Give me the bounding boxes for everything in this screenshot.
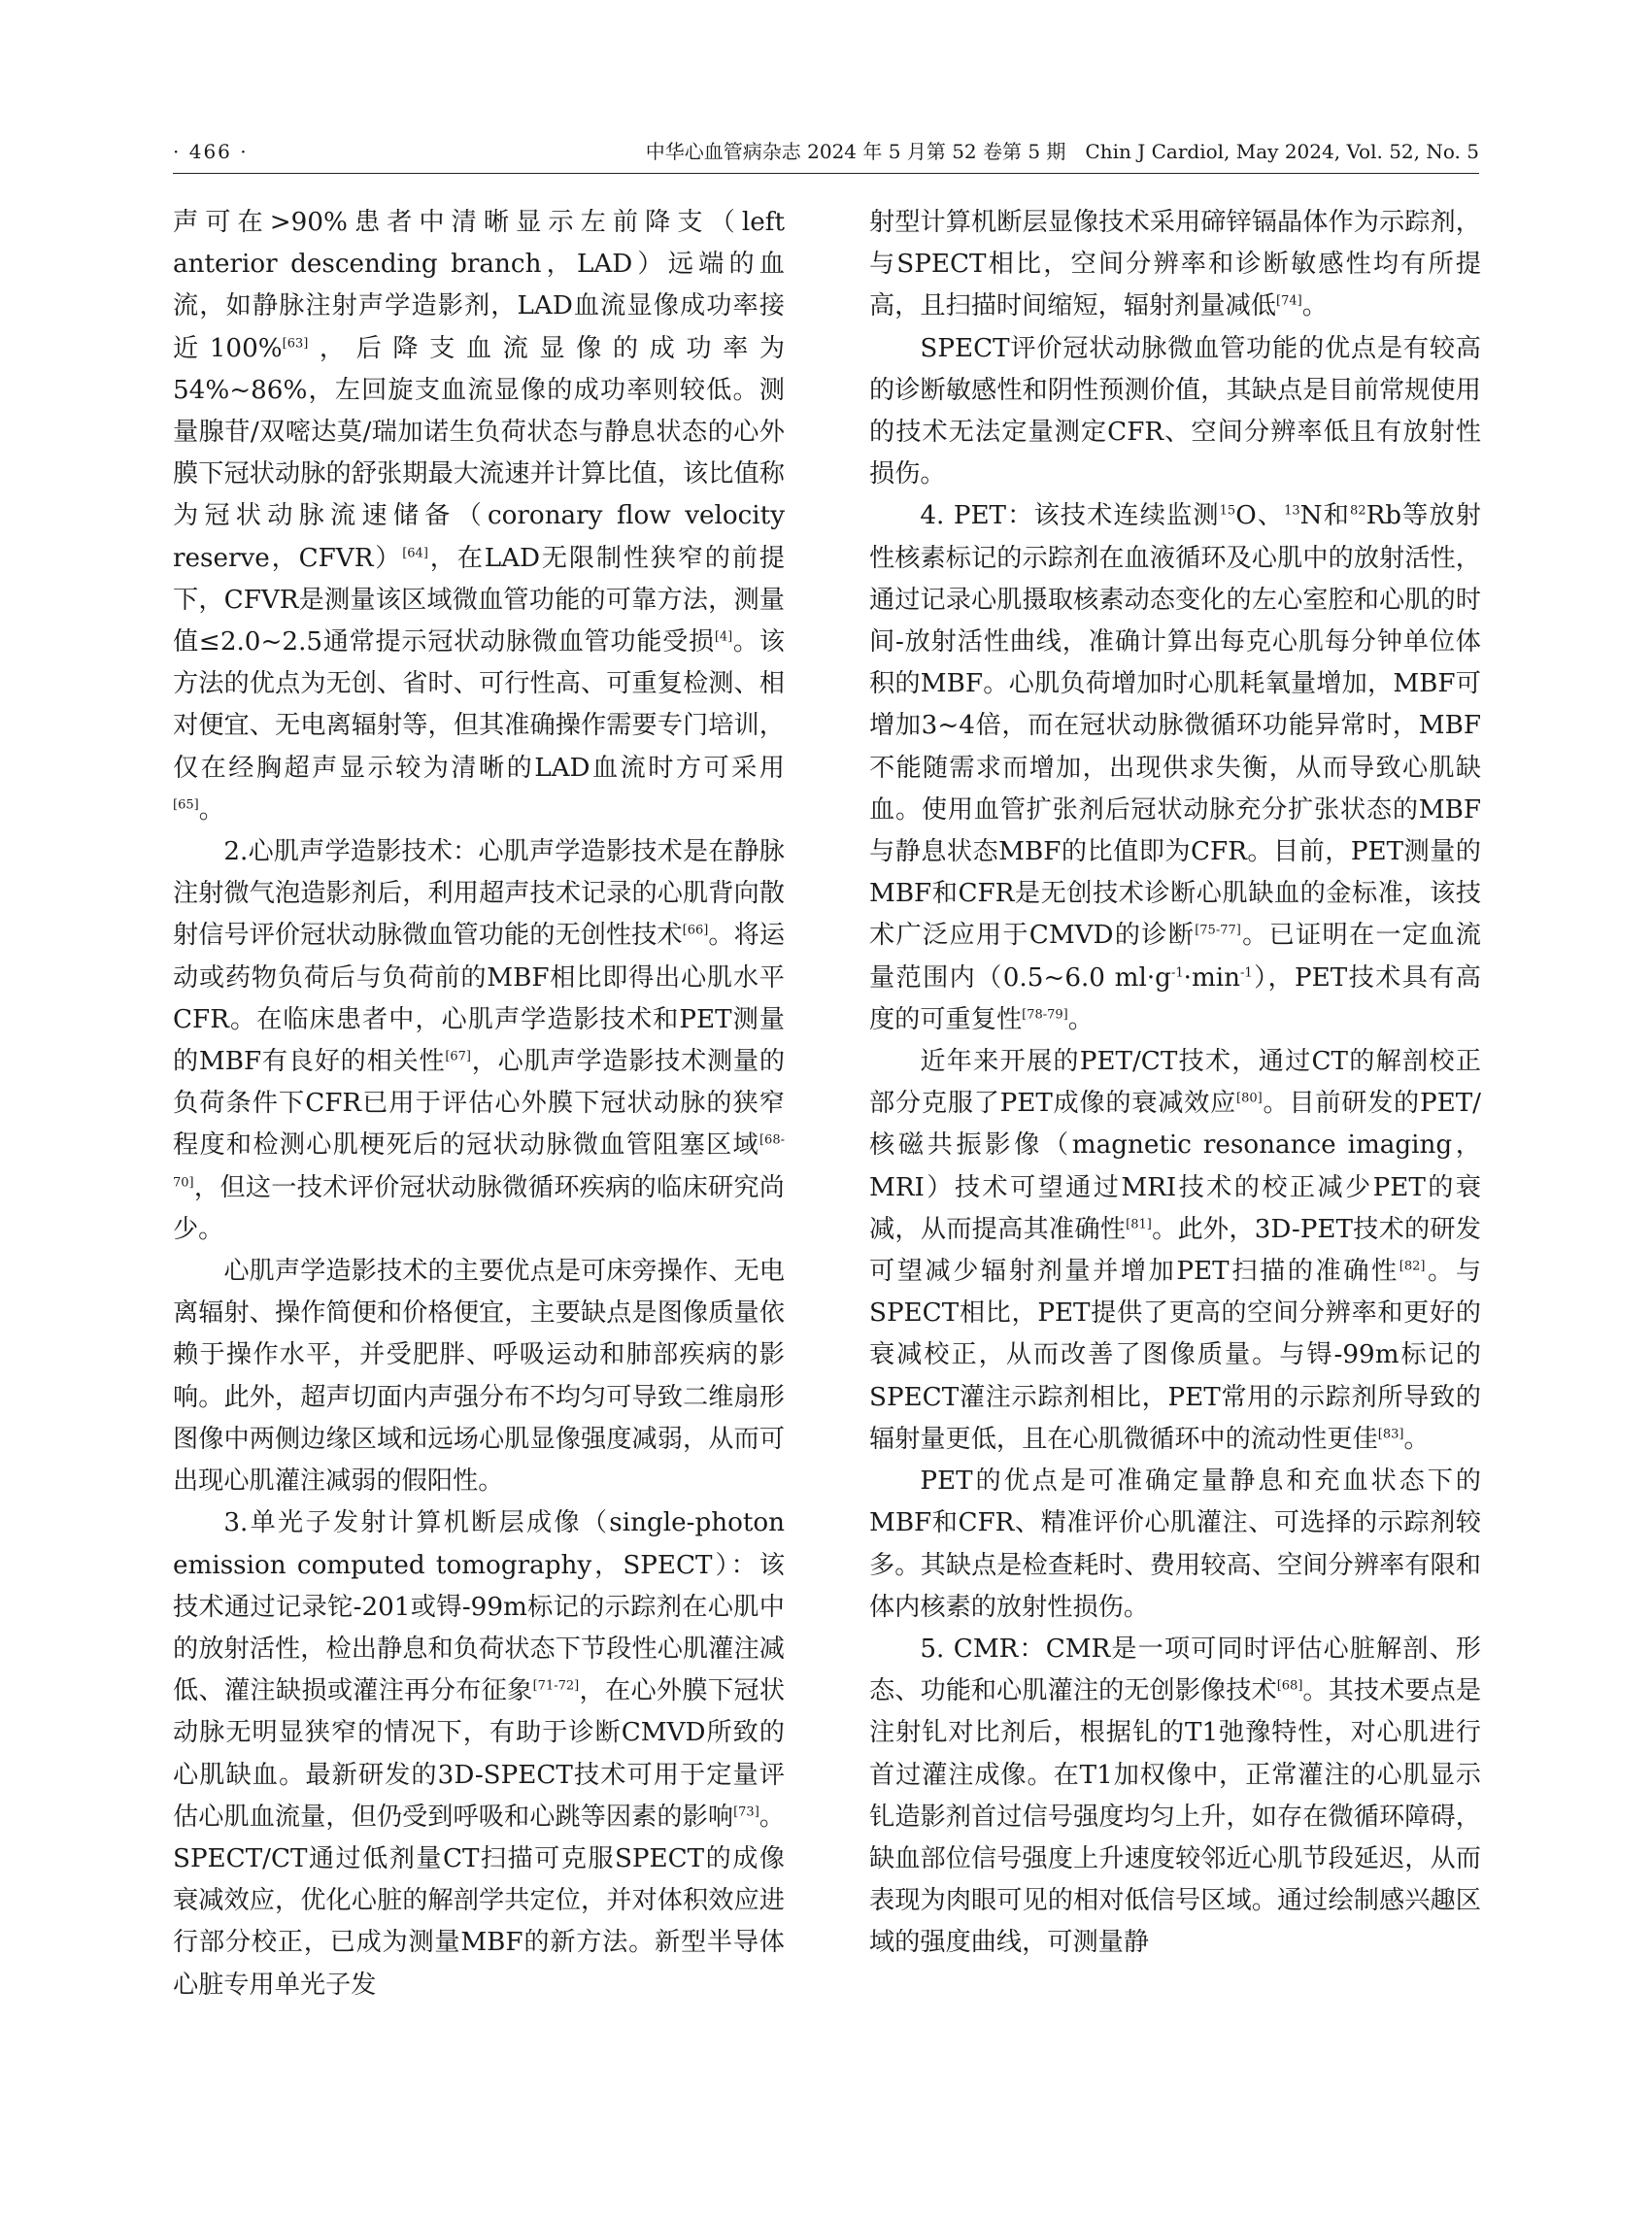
citation: [75-77] [1195, 923, 1241, 938]
paragraph-pet-ct: 近年来开展的PET/CT技术，通过CT的解剖校正部分克服了PET成像的衰减效应[80]。目前研发的PET/核磁共振影像（magnetic resonance imaging，MRI）技术可望通过MRI技术的校正减少PET的衰减，从而提高其准确性[81]。此外，3D-PET技术的研发可望减少辐射剂量并增加PET扫描的准确性[82]。与SPECT相比，PET提供了更高的空间分辨率和更好的衰减校正，从而改善了图像质量。与锝-99m标记的SPECT灌注示踪剂相比，PET常用的示踪剂所导致的辐射量更低，且在心肌微循环中的流动性更佳[83]。 [869, 1047, 1482, 1454]
citation: [68-70] [173, 1132, 785, 1190]
isotope-mass: 82 [1350, 503, 1366, 519]
citation: [71-72] [532, 1678, 580, 1694]
citation: [63] [282, 335, 309, 351]
journal-citation: 中华心血管病杂志 2024 年 5 月第 52 卷第 5 期 Chin J Cardiol, May 2024, Vol. 52, No. 5 [645, 140, 1479, 163]
citation: [64] [402, 545, 428, 560]
unit-exponent: -1 [1170, 964, 1184, 980]
isotope-mass: 15 [1219, 503, 1236, 519]
isotope-mass: 13 [1284, 503, 1300, 519]
page-number: · 466 · [173, 140, 249, 163]
citation: [68] [1276, 1678, 1303, 1694]
citation: [67] [445, 1049, 471, 1064]
citation: [80] [1236, 1091, 1263, 1106]
paragraph-cfvr: 声可在>90%患者中清晰显示左前降支（left anterior descending branch，LAD）远端的血流，如静脉注射声学造影剂，LAD血流显像成功率接近100%[63]，后降支血流显像的成功率为54%~86%，左回旋支血流显像的成功率则较低。测量腺苷/双嘧达莫/瑞加诺生负荷状态与静息状态的心外膜下冠状动脉的舒张期最大流速并计算比值，该比值称为冠状动脉流速储备（coronary flow velocity reserve，CFVR）[64]，在LAD无限制性狭窄的前提下，CFVR是测量该区域微血管功能的可靠方法，测量值≤2.0~2.5通常提示冠状动脉微血管功能受损[4]。该方法的优点为无创、省时、可行性高、可重复检测、相对便宜、无电离辐射等，但其准确操作需要专门培训，仅在经胸超声显示较为清晰的LAD血流时方可采用[65]。 [173, 208, 786, 825]
unit-exponent: -1 [1240, 964, 1253, 980]
paragraph-spect-continued: 射型计算机断层显像技术采用碲锌镉晶体作为示踪剂，与SPECT相比，空间分辨率和诊断敏感性均有所提高，且扫描时间缩短，辐射剂量减低[74]。 [869, 208, 1481, 321]
citation: [81] [1126, 1217, 1152, 1232]
citation: [66] [682, 923, 709, 938]
citation: [78-79] [1022, 1007, 1068, 1023]
paragraph-echo-pros-cons: 心肌声学造影技术的主要优点是可床旁操作、无电离辐射、操作简便和价格便宜，主要缺点是图像质量依赖于操作水平，并受肥胖、呼吸运动和肺部疾病的影响。此外，超声切面内声强分布不均匀可导致二维扇形图像中两侧边缘区域和远场心肌显像强度减弱，从而可出现心肌灌注减弱的假阳性。 [173, 1257, 785, 1497]
citation: [65] [173, 797, 199, 813]
paragraph-pet-pros-cons: PET的优点是可准确定量静息和充血状态下的MBF和CFR、精准评价心肌灌注、可选择的示踪剂较多。其缺点是检查耗时、费用较高、空间分辨率有限和体内核素的放射性损伤。 [869, 1466, 1481, 1622]
left-column [173, 202, 785, 2006]
paragraph-spect: 3.单光子发射计算机断层成像（single-photon emission computed tomography，SPECT）：该技术通过记录铊-201或锝-99m标记的示踪剂在心肌中的放射活性，检出静息和负荷状态下节段性心肌灌注减低、灌注缺损或灌注再分布征象[71-72]，在心外膜下冠状动脉无明显狭窄的情况下，有助于诊断CMVD所致的心肌缺血。最新研发的3D-SPECT技术可用于定量评估心肌血流量，但仍受到呼吸和心跳等因素的影响[73]。SPECT/CT通过低剂量CT扫描可克服SPECT的成像衰减效应，优化心脏的解剖学共定位，并对体积效应进行部分校正，已成为测量MBF的新方法。新型半导体心脏专用单光子发 [173, 1508, 786, 2000]
citation: [82] [1399, 1259, 1426, 1274]
paragraph-pet: 4. PET：该技术连续监测$^{15}$O、$^{13}$N和$^{82}$Rb等放射性核素标记的示踪剂在血液循环及心肌中的放射活性，通过记录心肌摄取核素动态变化的左心室腔和心肌的时间-放射活性曲线，准确计算出每克心肌每分钟单位体积的MBF。心肌负荷增加时心肌耗氧量增加，MBF可增加3~4倍，而在冠状动脉微循环功能异常时，MBF不能随需求而增加，出现供求失衡，从而导致心肌缺血。使用血管扩张剂后冠状动脉充分扩张状态的MBF与静息状态MBF的比值即为CFR。目前，PET测量的MBF和CFR是无创技术诊断心肌缺血的金标准，该技术广泛应用于CMVD的诊断[75-77]。已证明在一定血流量范围内（0.5~6.0 $ml\cdot g^{-1}\cdot\min^{-1}$），PET技术具有高度的可重复性[78-79]。 [869, 501, 1481, 1034]
paragraph-cmr: 5. CMR：CMR是一项可同时评估心脏解剖、形态、功能和心肌灌注的无创影像技术[68]。其技术要点是注射钆对比剂后，根据钆的T1弛豫特性，对心肌进行首过灌注成像。在T1加权像中，正常灌注的心肌显示钆造影剂首过信号强度均匀上升，如存在微循环障碍，缺血部位信号强度上升速度较邻近心肌节段延迟，从而表现为肉眼可见的相对低信号区域。通过绘制感兴趣区域的强度曲线，可测量静 [869, 1634, 1482, 1958]
running-header [173, 132, 1479, 171]
paragraph-myocardial-contrast-echo: 2.心肌声学造影技术：心肌声学造影技术是在静脉注射微气泡造影剂后，利用超声技术记录的心肌背向散射信号评价冠状动脉微血管功能的无创性技术[66]。将运动或药物负荷后与负荷前的MBF相比即得出心肌水平CFR。在临床患者中，心肌声学造影技术和PET测量的MBF有良好的相关性[67]，心肌声学造影技术测量的负荷条件下CFR已用于评估心外膜下冠状动脉的狭窄程度和检测心肌梗死后的冠状动脉微血管阻塞区域[68-70]，但这一技术评价冠状动脉微循环疾病的临床研究尚少。 [173, 837, 786, 1244]
citation: [4] [714, 629, 733, 645]
right-column [869, 202, 1481, 1965]
header-rule [173, 173, 1479, 174]
paragraph-spect-pros-cons: SPECT评价冠状动脉微血管功能的优点是有较高的诊断敏感性和阴性预测价值，其缺点是目前常规使用的技术无法定量测定CFR、空间分辨率低且有放射性损伤。 [869, 333, 1481, 489]
citation: [74] [1276, 293, 1302, 309]
citation: [83] [1377, 1427, 1404, 1442]
citation: [73] [733, 1804, 759, 1819]
